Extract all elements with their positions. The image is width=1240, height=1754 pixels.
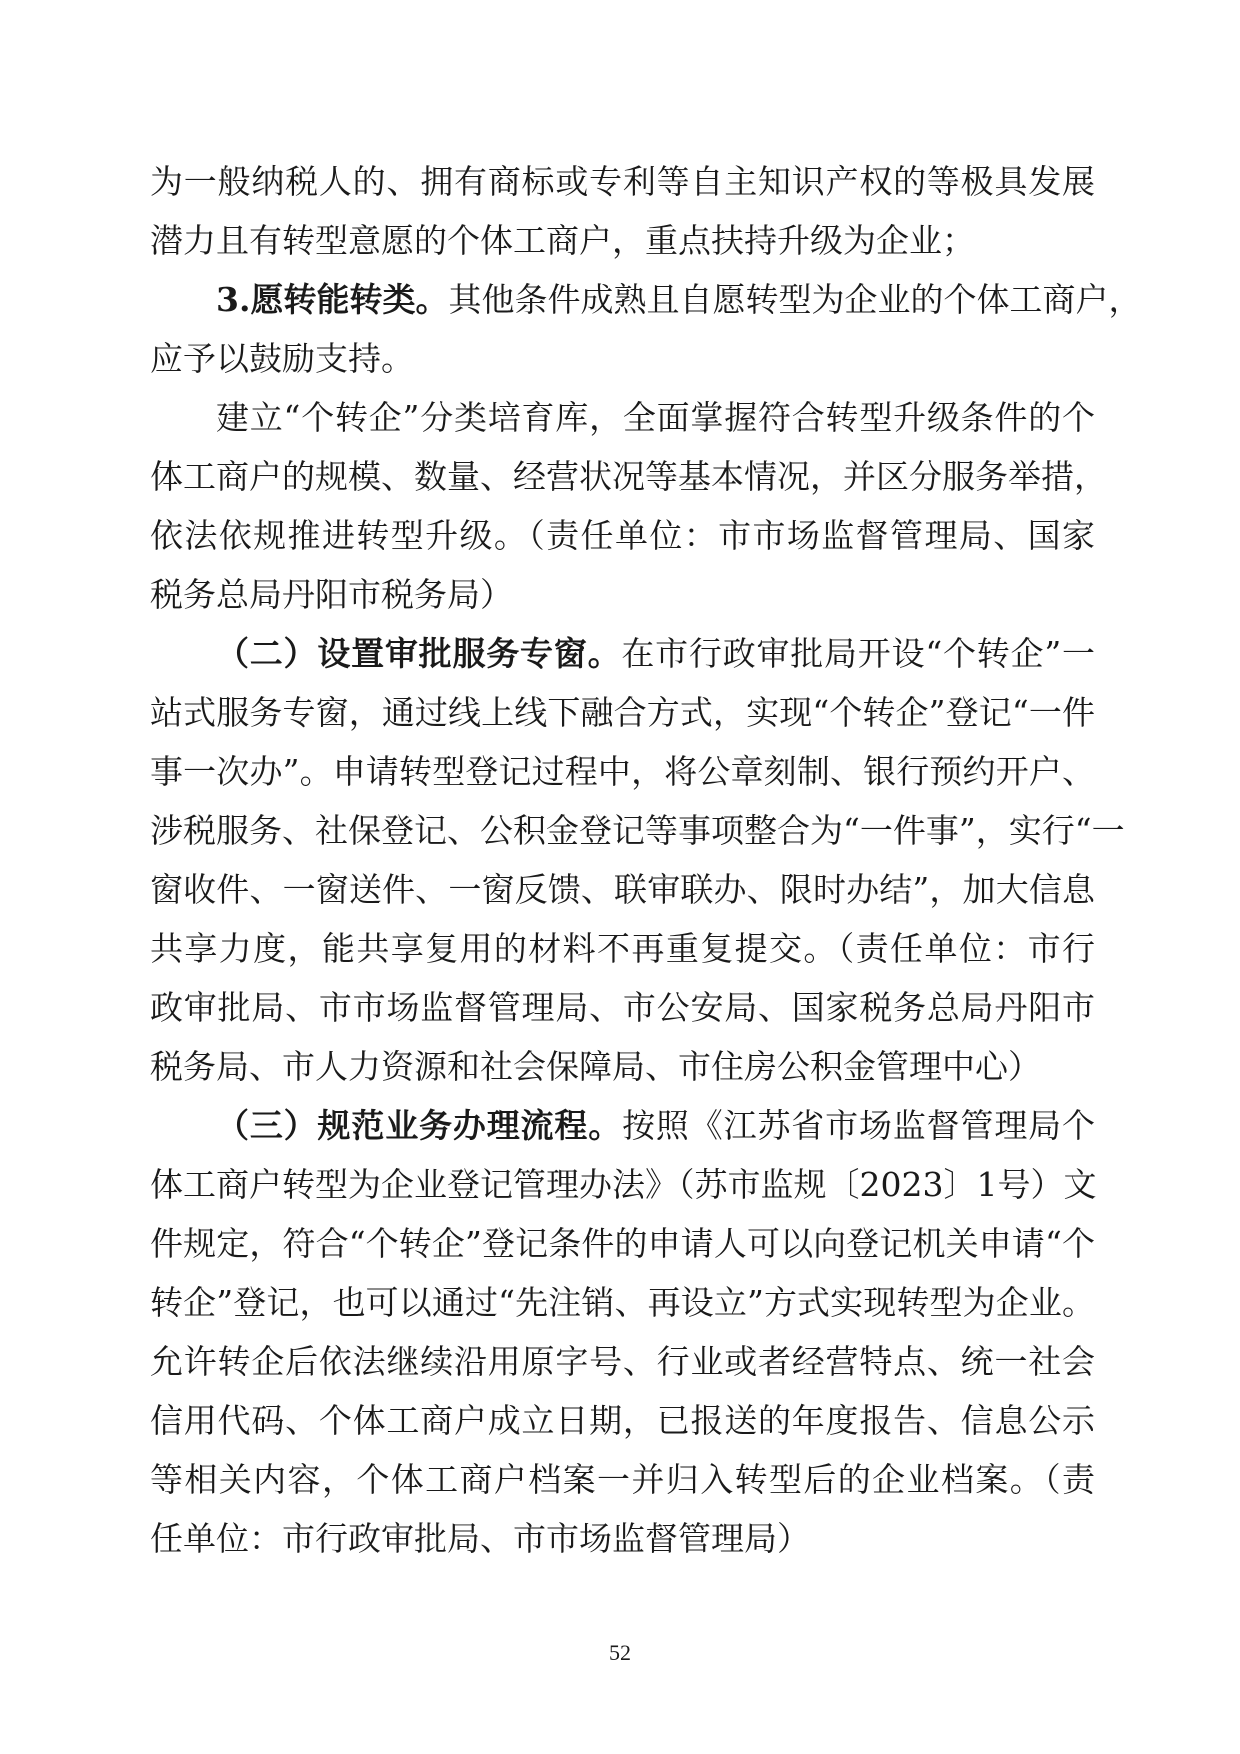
text-line: 等相关内容，个体工商户档案一并归入转型后的企业档案。（责 — [150, 1460, 1095, 1499]
text-line: 应予以鼓励支持。 — [150, 339, 414, 378]
section-heading: （二）设置审批服务专窗。 — [216, 634, 622, 673]
text-line: 税务总局丹阳市税务局） — [150, 575, 513, 614]
text-line: 涉税服务、社保登记、公积金登记等事项整合为“一件事”，实行“一 — [150, 811, 1125, 850]
text-line: 信用代码、个体工商户成立日期，已报送的年度报告、信息公示 — [150, 1401, 1095, 1440]
body-text — [150, 162, 1142, 1578]
text-run: 在市行政审批局开设“个转企”一 — [621, 634, 1096, 673]
text-line: 潜力且有转型意愿的个体工商户，重点扶持升级为企业； — [150, 221, 975, 260]
text-line: 建立“个转企”分类培育库，全面掌握符合转型升级条件的个 — [216, 398, 1095, 437]
text-line: 允许转企后依法继续沿用原字号、行业或者经营特点、统一社会 — [150, 1342, 1095, 1381]
text-line — [150, 280, 1142, 339]
text-line: 依法依规推进转型升级。（责任单位：市市场监督管理局、国家 — [150, 516, 1095, 555]
section-heading: 3.愿转能转类。 — [216, 280, 449, 319]
text-line: 为一般纳税人的、拥有商标或专利等自主知识产权的等极具发展 — [150, 162, 1095, 201]
text-run: 其他条件成熟且自愿转型为企业的个体工商户， — [448, 280, 1142, 319]
text-line: 站式服务专窗，通过线上线下融合方式，实现“个转企”登记“一件 — [150, 693, 1095, 732]
text-line: 共享力度，能共享复用的材料不再重复提交。（责任单位：市行 — [150, 929, 1095, 968]
text-line: 转企”登记，也可以通过“先注销、再设立”方式实现转型为企业。 — [150, 1283, 1095, 1322]
text-line: 事一次办”。申请转型登记过程中，将公章刻制、银行预约开户、 — [150, 752, 1095, 791]
text-line: 任单位：市行政审批局、市市场监督管理局） — [150, 1519, 810, 1558]
text-line: 税务局、市人力资源和社会保障局、市住房公积金管理中心） — [150, 1047, 1041, 1086]
text-line: 件规定，符合“个转企”登记条件的申请人可以向登记机关申请“个 — [150, 1224, 1095, 1263]
text-line: 体工商户转型为企业登记管理办法》（苏市监规〔2023〕1号）文 — [150, 1165, 1097, 1204]
text-run: 按照《江苏省市场监督管理局个 — [622, 1106, 1096, 1145]
text-line — [150, 634, 1095, 693]
section-heading: （三）规范业务办理流程。 — [216, 1106, 623, 1145]
page-number: 52 — [609, 1640, 631, 1665]
text-line: 窗收件、一窗送件、一窗反馈、联审联办、限时办结”，加大信息 — [150, 870, 1095, 909]
text-line — [150, 1106, 1095, 1165]
text-line: 政审批局、市市场监督管理局、市公安局、国家税务总局丹阳市 — [150, 988, 1095, 1027]
text-line: 体工商户的规模、数量、经营状况等基本情况，并区分服务举措， — [150, 457, 1107, 496]
